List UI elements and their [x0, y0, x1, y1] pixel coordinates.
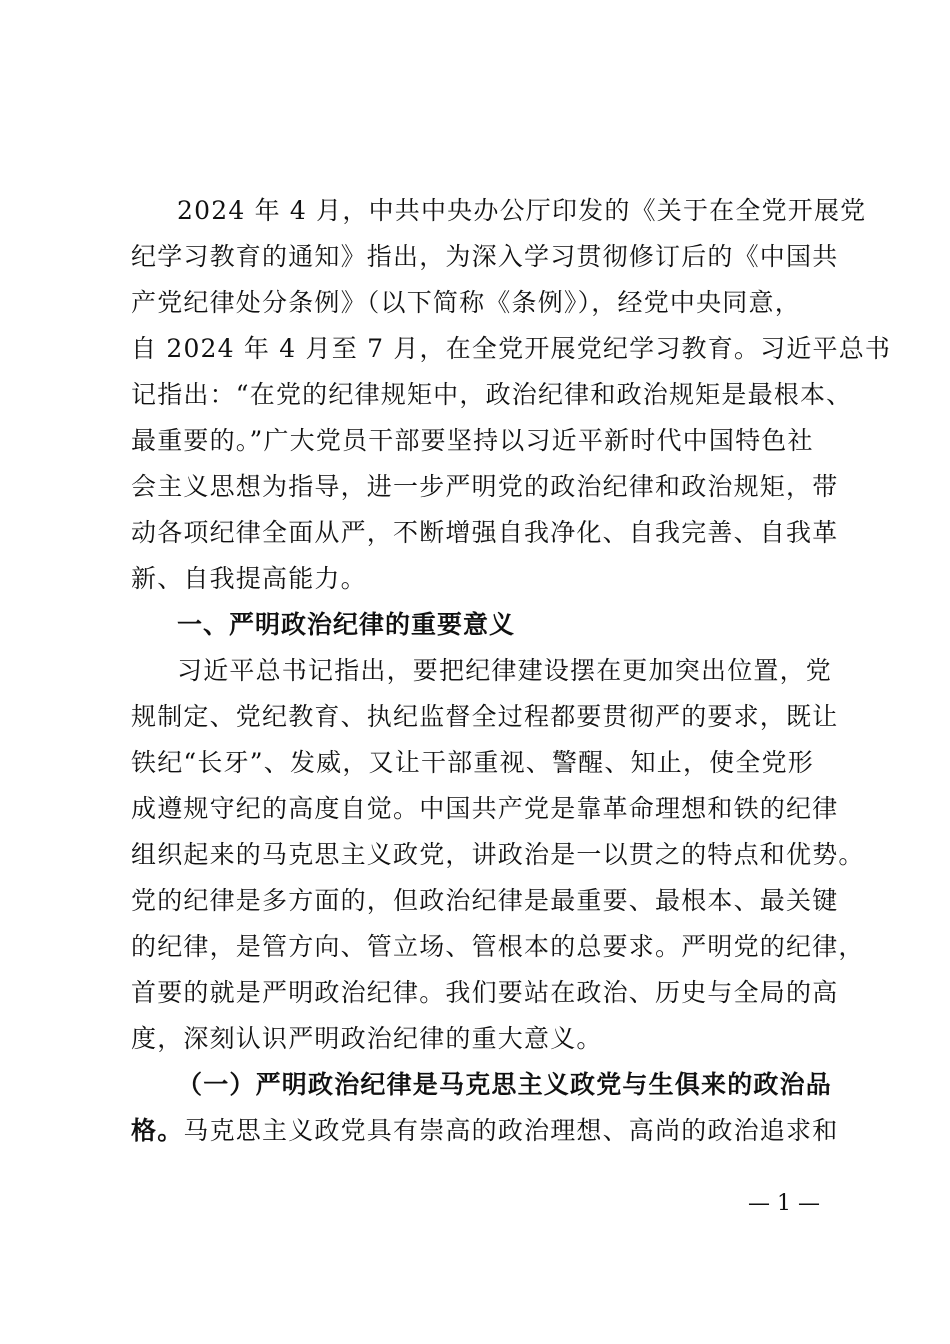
- section-heading: 一、严明政治纪律的重要意义: [177, 610, 516, 639]
- paragraph-line: 的纪律，是管方向、管立场、管根本的总要求。严明党的纪律，: [131, 932, 865, 961]
- document-body: [131, 188, 892, 1154]
- paragraph-line: 会主义思想为指导，进一步严明党的政治纪律和政治规矩，带: [131, 472, 839, 501]
- paragraph-line: 成遵规守纪的高度自觉。中国共产党是靠革命理想和铁的纪律: [131, 794, 839, 823]
- paragraph-line: 新、自我提高能力。: [131, 564, 367, 593]
- paragraph-text: 马克思主义政党具有崇高的政治理想、高尚的政治追求和: [183, 1116, 839, 1145]
- paragraph-line: 规制定、党纪教育、执纪监督全过程都要贯彻严的要求，既让: [131, 702, 839, 731]
- paragraph-line: 组织起来的马克思主义政党，讲政治是一以贯之的特点和优势。: [131, 840, 865, 869]
- paragraph-line: 习近平总书记指出，要把纪律建设摆在更加突出位置，党: [177, 656, 833, 685]
- paragraph-line: 最重要的。”广大党员干部要坚持以习近平新时代中国特色社: [131, 426, 814, 455]
- paragraph-line: 动各项纪律全面从严，不断增强自我净化、自我完善、自我革: [131, 518, 839, 547]
- paragraph-line: [131, 1108, 839, 1154]
- paragraph-line: 记指出：“在党的纪律规矩中，政治纪律和政治规矩是最根本、: [131, 380, 853, 409]
- paragraph-line: 党的纪律是多方面的，但政治纪律是最重要、最根本、最关键: [131, 886, 839, 915]
- paragraph-line: 度，深刻认识严明政治纪律的重大意义。: [131, 1024, 603, 1053]
- subsection-heading-end: 格。: [131, 1116, 184, 1145]
- paragraph-line: 产党纪律处分条例》（以下简称《条例》），经党中央同意，: [131, 288, 801, 317]
- paragraph-line: 纪学习教育的通知》指出，为深入学习贯彻修订后的《中国共: [131, 242, 839, 271]
- paragraph-line: 铁纪“长牙”、发威，又让干部重视、警醒、知止，使全党形: [131, 748, 814, 777]
- subsection-heading: （一）严明政治纪律是马克思主义政党与生俱来的政治品: [177, 1070, 833, 1099]
- paragraph-line: 2024 年 4 月，中共中央办公厅印发的《关于在全党开展党: [177, 196, 867, 225]
- page-number: — 1 —: [748, 1191, 820, 1216]
- paragraph-line: 自 2024 年 4 月至 7 月，在全党开展党纪学习教育。习近平总书: [131, 334, 892, 363]
- paragraph-line: 首要的就是严明政治纪律。我们要站在政治、历史与全局的高: [131, 978, 839, 1007]
